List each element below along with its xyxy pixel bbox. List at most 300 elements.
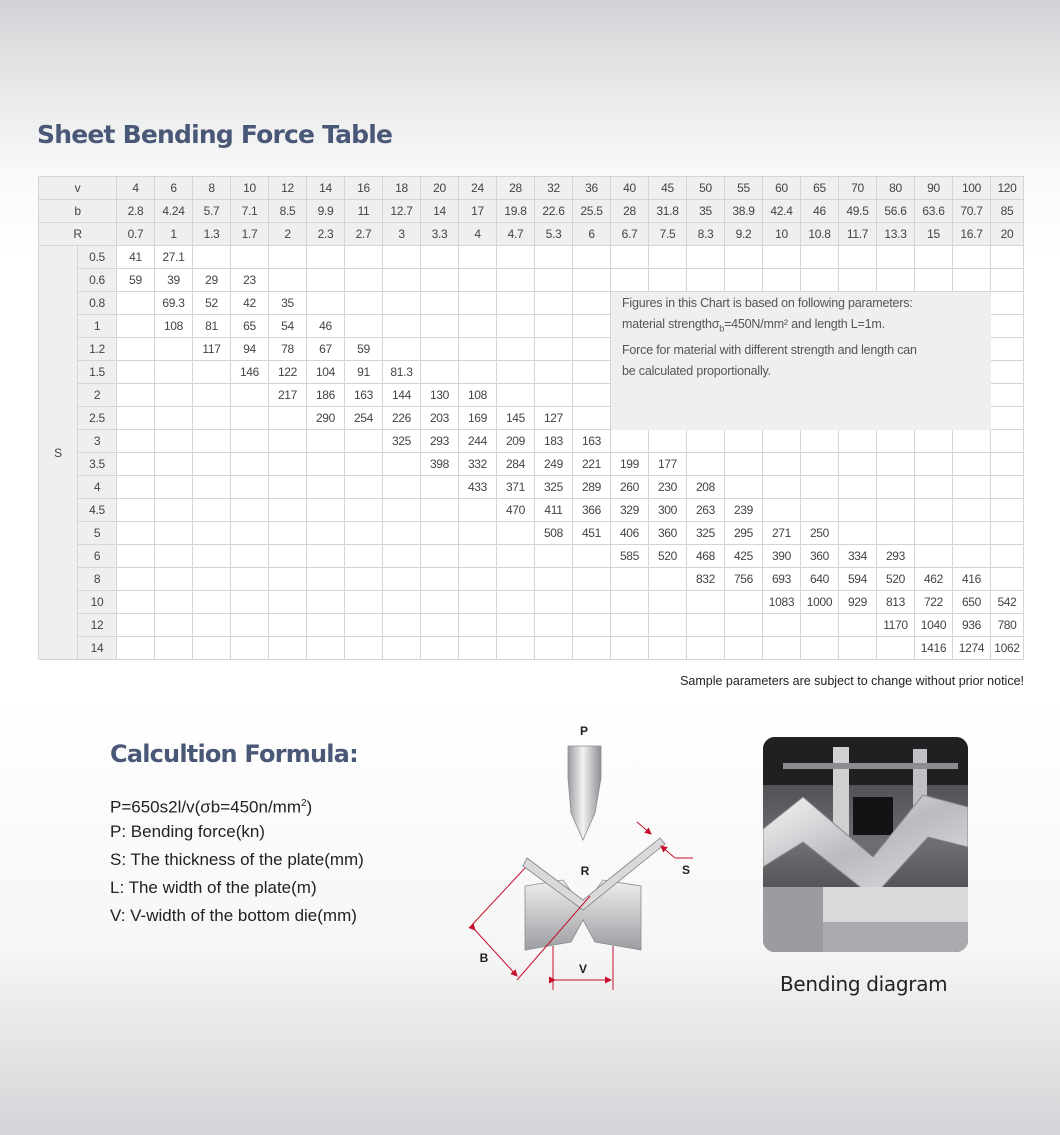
header-cell-r: 3.3 xyxy=(421,223,459,246)
force-cell xyxy=(345,522,383,545)
force-cell xyxy=(535,292,573,315)
table-row xyxy=(39,384,1024,407)
table-row xyxy=(39,545,1024,568)
header-cell-v: 32 xyxy=(535,177,573,200)
header-cell-r: 2.7 xyxy=(345,223,383,246)
force-cell xyxy=(383,499,421,522)
force-cell xyxy=(193,499,231,522)
force-cell xyxy=(991,453,1024,476)
force-cell: 1083 xyxy=(763,591,801,614)
force-cell xyxy=(117,637,155,660)
header-cell-b: 4.24 xyxy=(155,200,193,223)
force-cell xyxy=(991,292,1024,315)
force-cell xyxy=(193,476,231,499)
force-cell: 722 xyxy=(915,591,953,614)
force-cell xyxy=(345,476,383,499)
force-cell xyxy=(269,476,307,499)
force-cell: 832 xyxy=(687,568,725,591)
force-cell xyxy=(535,614,573,637)
header-cell-v: 90 xyxy=(915,177,953,200)
header-cell-v: 8 xyxy=(193,177,231,200)
header-cell-v: 18 xyxy=(383,177,421,200)
force-cell: 145 xyxy=(497,407,535,430)
formula-equation-main: P=650s2l/v(σb=450n/mm xyxy=(110,797,301,817)
force-cell xyxy=(193,384,231,407)
force-cell xyxy=(801,476,839,499)
force-cell xyxy=(991,568,1024,591)
force-cell xyxy=(383,614,421,637)
formula-line: S: The thickness of the plate(mm) xyxy=(110,850,364,869)
header-cell-b: 25.5 xyxy=(573,200,611,223)
force-cell xyxy=(307,614,345,637)
force-cell xyxy=(269,568,307,591)
force-cell xyxy=(915,269,953,292)
punch-tool xyxy=(568,746,601,840)
force-cell: 425 xyxy=(725,545,763,568)
force-cell: 470 xyxy=(497,499,535,522)
force-cell xyxy=(421,614,459,637)
force-cell xyxy=(687,269,725,292)
header-cell-r: 15 xyxy=(915,223,953,246)
sigma-symbol: σ xyxy=(711,317,720,331)
thickness-value: 12 xyxy=(78,614,117,637)
force-cell xyxy=(383,637,421,660)
force-cell xyxy=(345,614,383,637)
force-cell: 468 xyxy=(687,545,725,568)
force-cell: 69.3 xyxy=(155,292,193,315)
header-cell-v: 120 xyxy=(991,177,1024,200)
force-cell: 508 xyxy=(535,522,573,545)
force-cell: 127 xyxy=(535,407,573,430)
force-cell xyxy=(915,384,953,407)
force-cell xyxy=(345,568,383,591)
force-cell xyxy=(345,315,383,338)
force-cell: 91 xyxy=(345,361,383,384)
force-cell xyxy=(193,453,231,476)
thickness-value: 2.5 xyxy=(78,407,117,430)
force-cell xyxy=(991,384,1024,407)
formula-line: P: Bending force(kn) xyxy=(110,822,265,841)
force-cell: 398 xyxy=(421,453,459,476)
header-cell-b: 63.6 xyxy=(915,200,953,223)
force-cell xyxy=(573,545,611,568)
header-cell-v: 4 xyxy=(117,177,155,200)
bottom-die xyxy=(525,880,641,950)
force-cell: 325 xyxy=(535,476,573,499)
force-cell xyxy=(421,269,459,292)
header-cell-r: 4 xyxy=(459,223,497,246)
force-cell xyxy=(383,476,421,499)
force-cell xyxy=(117,338,155,361)
force-cell xyxy=(991,499,1024,522)
force-cell: 260 xyxy=(611,476,649,499)
force-cell xyxy=(155,430,193,453)
force-cell xyxy=(649,568,687,591)
force-cell xyxy=(269,545,307,568)
force-cell xyxy=(231,476,269,499)
force-cell: 406 xyxy=(611,522,649,545)
force-cell xyxy=(953,384,991,407)
header-cell-b: 14 xyxy=(421,200,459,223)
header-cell-b: 19.8 xyxy=(497,200,535,223)
force-cell: 39 xyxy=(155,269,193,292)
force-cell xyxy=(345,591,383,614)
thickness-value: 0.5 xyxy=(78,246,117,269)
table-row xyxy=(39,637,1024,660)
force-cell xyxy=(269,522,307,545)
force-cell xyxy=(611,269,649,292)
formula-line: L: The width of the plate(m) xyxy=(110,878,317,897)
force-cell xyxy=(269,246,307,269)
table-row xyxy=(39,407,1024,430)
force-cell: 462 xyxy=(915,568,953,591)
force-cell xyxy=(839,407,877,430)
force-cell xyxy=(725,430,763,453)
force-cell xyxy=(801,246,839,269)
force-cell xyxy=(117,315,155,338)
header-cell-r: 7.5 xyxy=(649,223,687,246)
force-cell xyxy=(459,637,497,660)
force-cell xyxy=(421,591,459,614)
force-cell xyxy=(649,637,687,660)
force-cell xyxy=(763,246,801,269)
force-cell xyxy=(535,384,573,407)
force-cell xyxy=(801,407,839,430)
header-cell-v: 28 xyxy=(497,177,535,200)
force-cell xyxy=(535,315,573,338)
header-cell-b: 12.7 xyxy=(383,200,421,223)
force-cell xyxy=(117,361,155,384)
force-cell xyxy=(649,430,687,453)
force-cell xyxy=(383,568,421,591)
header-cell-b: 46 xyxy=(801,200,839,223)
force-cell xyxy=(193,407,231,430)
force-cell xyxy=(763,384,801,407)
force-cell: 1040 xyxy=(915,614,953,637)
force-cell: 35 xyxy=(269,292,307,315)
force-cell xyxy=(459,499,497,522)
force-cell: 1170 xyxy=(877,614,915,637)
thickness-value: 14 xyxy=(78,637,117,660)
force-cell: 594 xyxy=(839,568,877,591)
force-cell: 27.1 xyxy=(155,246,193,269)
force-cell: 208 xyxy=(687,476,725,499)
header-cell-r: 20 xyxy=(991,223,1024,246)
force-cell: 146 xyxy=(231,361,269,384)
header-cell-b: 56.6 xyxy=(877,200,915,223)
force-cell xyxy=(155,568,193,591)
force-cell xyxy=(687,407,725,430)
force-cell xyxy=(307,292,345,315)
force-cell xyxy=(117,407,155,430)
force-cell: 65 xyxy=(231,315,269,338)
force-cell: 108 xyxy=(459,384,497,407)
header-cell-b: 70.7 xyxy=(953,200,991,223)
force-cell: 585 xyxy=(611,545,649,568)
force-cell: 411 xyxy=(535,499,573,522)
force-cell xyxy=(421,499,459,522)
force-cell xyxy=(117,568,155,591)
force-cell xyxy=(497,338,535,361)
force-cell xyxy=(421,476,459,499)
force-cell xyxy=(231,246,269,269)
table-row xyxy=(39,522,1024,545)
table-row xyxy=(39,591,1024,614)
force-cell: 390 xyxy=(763,545,801,568)
force-cell xyxy=(839,269,877,292)
header-cell-v: 14 xyxy=(307,177,345,200)
force-cell xyxy=(801,384,839,407)
force-cell xyxy=(801,430,839,453)
force-cell xyxy=(155,499,193,522)
force-cell xyxy=(953,269,991,292)
force-cell xyxy=(953,476,991,499)
force-cell xyxy=(421,338,459,361)
force-cell: 640 xyxy=(801,568,839,591)
force-cell xyxy=(953,453,991,476)
force-cell: 199 xyxy=(611,453,649,476)
force-cell xyxy=(497,568,535,591)
thickness-value: 6 xyxy=(78,545,117,568)
header-cell-r: 2 xyxy=(269,223,307,246)
force-cell xyxy=(307,568,345,591)
force-cell xyxy=(383,315,421,338)
force-cell xyxy=(497,591,535,614)
header-cell-v: 24 xyxy=(459,177,497,200)
force-cell: 78 xyxy=(269,338,307,361)
force-cell: 29 xyxy=(193,269,231,292)
force-cell: 249 xyxy=(535,453,573,476)
force-cell xyxy=(459,315,497,338)
force-cell xyxy=(421,637,459,660)
force-cell xyxy=(839,614,877,637)
force-cell xyxy=(535,338,573,361)
force-cell: 332 xyxy=(459,453,497,476)
force-cell: 451 xyxy=(573,522,611,545)
header-cell-v: 50 xyxy=(687,177,725,200)
header-cell-b: 11 xyxy=(345,200,383,223)
force-cell xyxy=(611,591,649,614)
force-cell xyxy=(991,361,1024,384)
force-cell: 290 xyxy=(307,407,345,430)
header-cell-v: 55 xyxy=(725,177,763,200)
force-cell: 263 xyxy=(687,499,725,522)
header-cell-r: 1 xyxy=(155,223,193,246)
force-cell xyxy=(839,476,877,499)
force-cell xyxy=(459,568,497,591)
header-cell-r: 10.8 xyxy=(801,223,839,246)
note-line-2-pre: material strength xyxy=(622,317,712,331)
force-cell xyxy=(497,384,535,407)
force-cell xyxy=(193,430,231,453)
header-cell-b: 49.5 xyxy=(839,200,877,223)
force-cell xyxy=(725,637,763,660)
force-cell xyxy=(269,591,307,614)
header-cell-b: 28 xyxy=(611,200,649,223)
force-cell: 520 xyxy=(877,568,915,591)
force-cell: 221 xyxy=(573,453,611,476)
force-cell xyxy=(307,499,345,522)
force-cell xyxy=(345,499,383,522)
label-b: B xyxy=(479,951,489,965)
thickness-value: 0.6 xyxy=(78,269,117,292)
force-cell xyxy=(383,545,421,568)
header-row-v xyxy=(39,177,1024,200)
force-cell: 936 xyxy=(953,614,991,637)
force-cell xyxy=(839,246,877,269)
force-cell xyxy=(953,407,991,430)
force-cell: 23 xyxy=(231,269,269,292)
table-row xyxy=(39,568,1024,591)
force-cell xyxy=(573,269,611,292)
force-cell: 334 xyxy=(839,545,877,568)
force-cell xyxy=(421,246,459,269)
force-cell xyxy=(535,637,573,660)
force-cell: 104 xyxy=(307,361,345,384)
force-cell xyxy=(611,568,649,591)
force-cell xyxy=(801,453,839,476)
force-cell: 416 xyxy=(953,568,991,591)
force-cell xyxy=(915,430,953,453)
force-cell: 144 xyxy=(383,384,421,407)
formula-line: V: V-width of the bottom die(mm) xyxy=(110,906,357,925)
force-cell xyxy=(231,545,269,568)
header-cell-v: 60 xyxy=(763,177,801,200)
force-cell xyxy=(573,407,611,430)
header-cell-b: 35 xyxy=(687,200,725,223)
force-cell xyxy=(459,292,497,315)
header-cell-r: 8.3 xyxy=(687,223,725,246)
force-cell xyxy=(193,591,231,614)
force-cell xyxy=(611,246,649,269)
change-notice: Sample parameters are subject to change without prior notice! xyxy=(680,674,1024,688)
force-cell xyxy=(117,384,155,407)
force-cell: 433 xyxy=(459,476,497,499)
force-cell: 693 xyxy=(763,568,801,591)
force-cell xyxy=(459,269,497,292)
force-cell: 780 xyxy=(991,614,1024,637)
force-cell xyxy=(611,637,649,660)
force-cell: 293 xyxy=(421,430,459,453)
table-row xyxy=(39,476,1024,499)
header-cell-r: 0.7 xyxy=(117,223,155,246)
force-cell xyxy=(687,591,725,614)
force-cell xyxy=(991,407,1024,430)
header-row-r xyxy=(39,223,1024,246)
force-cell xyxy=(497,315,535,338)
header-cell-b: 38.9 xyxy=(725,200,763,223)
force-cell xyxy=(687,453,725,476)
force-cell xyxy=(383,292,421,315)
force-cell xyxy=(193,361,231,384)
force-cell xyxy=(117,545,155,568)
force-cell xyxy=(877,430,915,453)
force-cell xyxy=(877,637,915,660)
force-cell xyxy=(877,522,915,545)
header-cell-v: 16 xyxy=(345,177,383,200)
force-cell xyxy=(345,430,383,453)
force-cell: 163 xyxy=(573,430,611,453)
header-cell-b: 5.7 xyxy=(193,200,231,223)
force-cell xyxy=(573,614,611,637)
force-cell: 130 xyxy=(421,384,459,407)
force-cell: 542 xyxy=(991,591,1024,614)
force-cell xyxy=(839,430,877,453)
force-cell xyxy=(421,315,459,338)
force-cell xyxy=(649,614,687,637)
force-cell: 813 xyxy=(877,591,915,614)
force-cell xyxy=(725,407,763,430)
thickness-value: 4.5 xyxy=(78,499,117,522)
force-cell xyxy=(877,384,915,407)
table-row xyxy=(39,430,1024,453)
force-cell: 239 xyxy=(725,499,763,522)
force-cell xyxy=(231,637,269,660)
force-cell xyxy=(763,430,801,453)
force-cell xyxy=(649,407,687,430)
thickness-value: 4 xyxy=(78,476,117,499)
force-cell: 42 xyxy=(231,292,269,315)
force-cell xyxy=(117,591,155,614)
force-cell xyxy=(155,361,193,384)
force-cell xyxy=(307,476,345,499)
force-cell: 41 xyxy=(117,246,155,269)
header-cell-r: 1.7 xyxy=(231,223,269,246)
force-cell xyxy=(953,338,991,361)
force-cell: 329 xyxy=(611,499,649,522)
force-cell xyxy=(231,430,269,453)
force-cell xyxy=(459,338,497,361)
force-cell xyxy=(687,614,725,637)
thickness-value: 8 xyxy=(78,568,117,591)
force-cell xyxy=(763,453,801,476)
force-cell xyxy=(269,614,307,637)
bending-diagram xyxy=(455,718,725,998)
force-cell xyxy=(383,246,421,269)
force-cell xyxy=(725,384,763,407)
force-cell: 163 xyxy=(345,384,383,407)
force-cell xyxy=(991,522,1024,545)
force-cell xyxy=(991,430,1024,453)
force-cell xyxy=(307,453,345,476)
force-cell xyxy=(915,453,953,476)
force-cell: 250 xyxy=(801,522,839,545)
force-cell xyxy=(611,430,649,453)
force-cell xyxy=(839,453,877,476)
force-cell: 67 xyxy=(307,338,345,361)
force-cell xyxy=(877,453,915,476)
force-cell: 360 xyxy=(801,545,839,568)
force-cell xyxy=(155,384,193,407)
force-cell: 284 xyxy=(497,453,535,476)
force-cell xyxy=(915,522,953,545)
formula-equation-end: ) xyxy=(306,797,313,817)
header-cell-b: 31.8 xyxy=(649,200,687,223)
force-cell xyxy=(193,614,231,637)
header-cell-b: 17 xyxy=(459,200,497,223)
force-cell xyxy=(535,361,573,384)
force-cell xyxy=(231,407,269,430)
force-cell: 203 xyxy=(421,407,459,430)
force-cell xyxy=(991,338,1024,361)
force-cell xyxy=(345,453,383,476)
table-row xyxy=(39,614,1024,637)
force-cell xyxy=(953,315,991,338)
thickness-value: 3 xyxy=(78,430,117,453)
page-title: Sheet Bending Force Table xyxy=(37,120,393,149)
force-cell xyxy=(535,269,573,292)
force-cell xyxy=(801,614,839,637)
